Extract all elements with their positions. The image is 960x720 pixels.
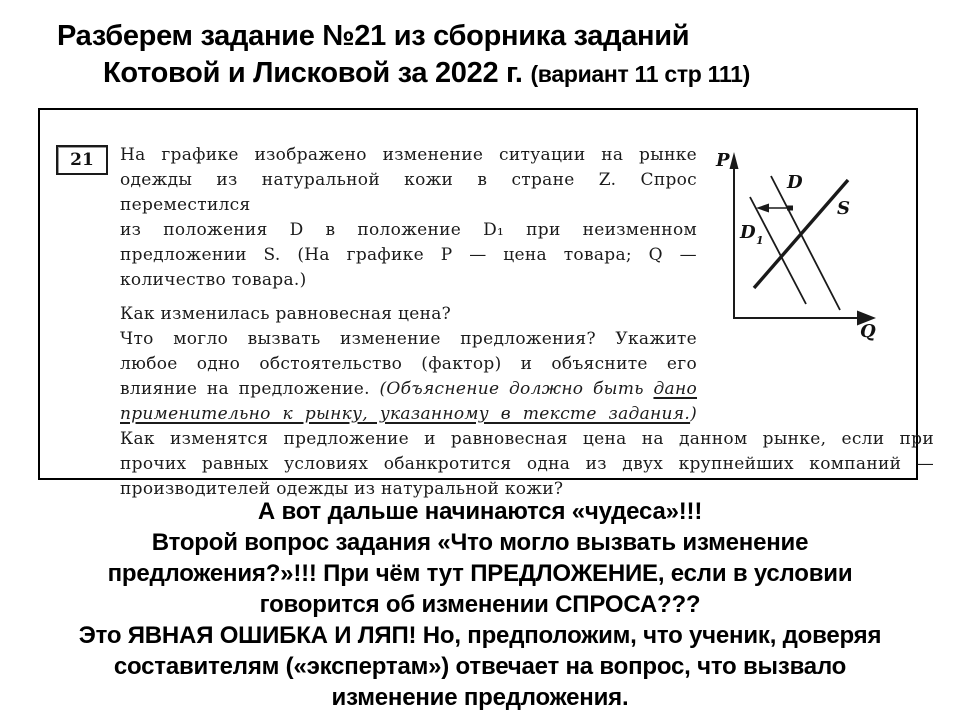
task-line: производителей одежды из натуральной кожи? <box>120 479 564 499</box>
slide-title-variant-note: (вариант 11 стр 111) <box>530 61 750 87</box>
task-line: одежды из натуральной кожи в стране Z. Спрос переместился <box>120 170 697 215</box>
commentary-line: говорится об изменении СПРОСА??? <box>259 591 701 618</box>
task-box <box>38 108 934 499</box>
task-line: На графике изображено изменение ситуации на рынке <box>120 145 697 165</box>
slide-title-line2-main: Котовой и Лисковой за 2022 г. <box>103 57 531 89</box>
commentary-line: Второй вопрос задания «Что могло вызвать изменение <box>151 529 809 556</box>
commentary-line: составителям («экспертам») отвечает на вопрос, что вызвало <box>113 653 847 680</box>
q-axis-label: Q <box>860 321 876 342</box>
p-axis-label: P <box>716 150 730 171</box>
task-question-1: Как изменилась равновесная цена? <box>120 304 452 324</box>
d1-curve-label: D <box>740 222 756 243</box>
task-line: прочих равных условиях обанкротится одна из двух крупнейших компаний — <box>120 454 934 474</box>
d1-curve-label-subscript: 1 <box>756 234 764 247</box>
task-text-italic-segment: (Объяснение должно быть <box>379 379 654 399</box>
commentary-line: Это ЯВНАЯ ОШИБКА И ЛЯП! Но, предположим, что ученик, доверяя <box>78 622 882 649</box>
commentary-block <box>0 496 960 713</box>
task-text-segment: влияние на предложение. <box>120 379 380 399</box>
task-line: количество товара.) <box>120 270 307 290</box>
task-text <box>120 143 934 502</box>
commentary-line: А вот дальше начинаются «чудеса»!!! <box>257 498 703 525</box>
s-curve-label: S <box>837 198 850 219</box>
task-line: предложении S. (На графике P — цена товара; Q — <box>120 245 697 265</box>
commentary-line: предложения?»!!! При чём тут ПРЕДЛОЖЕНИЕ, если в условии <box>107 560 853 587</box>
task-line <box>120 377 697 402</box>
task-line: Что могло вызвать изменение предложения? Укажите <box>120 329 697 349</box>
task-line: из положения D в положение D₁ при неизменном <box>120 220 697 240</box>
task-number: 21 <box>70 150 94 170</box>
task-text-italic-segment: ) <box>690 404 697 424</box>
task-text-underlined-segment: дано <box>653 379 697 399</box>
slide-title-line2 <box>103 57 750 90</box>
task-number-badge <box>56 145 108 175</box>
task-line: Как изменятся предложение и равновесная цена на данном рынке, если при <box>120 429 934 449</box>
task-line <box>120 402 697 427</box>
d-curve-label: D <box>787 172 803 193</box>
task-line: любое одно обстоятельство (фактор) и объясните его <box>120 354 697 374</box>
slide-title-line1: Разберем задание №21 из сборника заданий <box>57 20 690 52</box>
task-text-underlined-segment: применительно к рынку, указанному в тексте задания. <box>120 404 691 424</box>
commentary-line: изменение предложения. <box>331 684 629 711</box>
